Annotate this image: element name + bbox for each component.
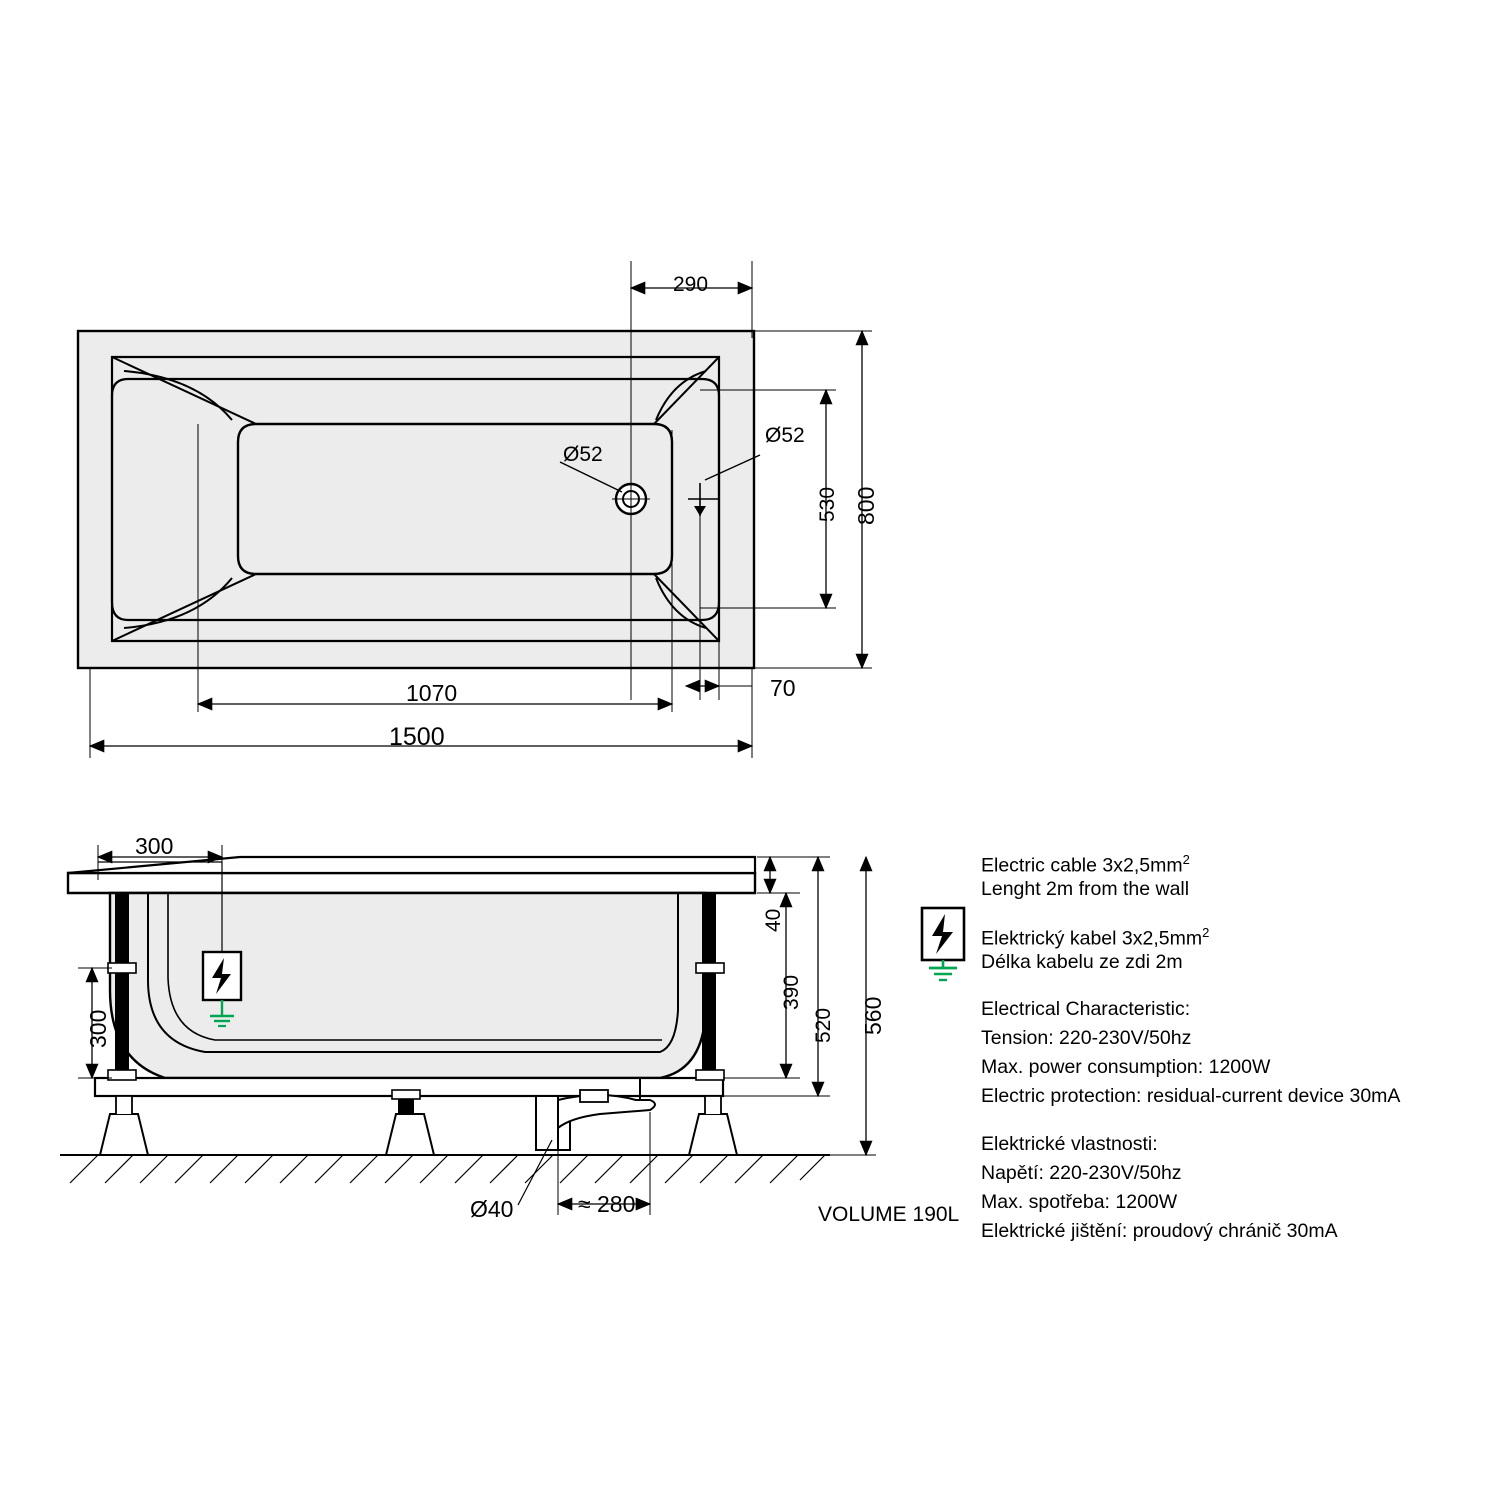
dim-520: 520 [812, 1007, 835, 1043]
dim-300-left: 300 [85, 1009, 111, 1048]
note-cable-en-1-sup: 2 [1182, 852, 1190, 867]
dim-hole-right: Ø52 [765, 424, 805, 447]
elec-cz-2: Max. spotřeba: 1200W [981, 1191, 1178, 1213]
dim-390: 390 [780, 974, 803, 1010]
side-view-bathtub [60, 845, 876, 1215]
elec-cz-3: Elektrické jištění: proudový chránič 30mA [981, 1220, 1338, 1242]
elec-en-0: Electrical Characteristic: [981, 998, 1191, 1020]
dim-70: 70 [770, 675, 796, 701]
hazard-icon-legend [922, 908, 964, 980]
note-cable-cz-2: Délka kabelu ze zdi 2m [981, 951, 1183, 973]
note-cable-cz-1 [981, 920, 1209, 952]
dim-290: 290 [673, 273, 709, 296]
dim-560: 560 [860, 996, 886, 1035]
dim-280: ≈ 280 [578, 1191, 636, 1217]
elec-en-1: Tension: 220-230V/50hz [981, 1027, 1192, 1049]
note-cable-cz-1-text: Elektrický kabel 3x2,5mm [981, 927, 1203, 950]
dim-800: 800 [853, 486, 879, 525]
elec-cz-0: Elektrické vlastnosti: [981, 1133, 1158, 1155]
volume-label: VOLUME 190L [818, 1203, 960, 1226]
dim-1070: 1070 [406, 680, 458, 706]
dim-drain-40: Ø40 [470, 1196, 514, 1222]
dim-hole-left: Ø52 [563, 443, 603, 466]
dim-40: 40 [762, 908, 785, 932]
elec-cz-1: Napětí: 220-230V/50hz [981, 1162, 1182, 1184]
note-cable-en-1-text: Electric cable 3x2,5mm [981, 854, 1183, 877]
note-cable-en-1 [981, 847, 1190, 879]
elec-en-2: Max. power consumption: 1200W [981, 1056, 1271, 1078]
dim-1500: 1500 [389, 723, 445, 751]
dim-530: 530 [816, 486, 839, 522]
note-cable-cz-1-sup: 2 [1202, 925, 1210, 940]
dim-300-top: 300 [135, 833, 174, 859]
top-view-bathtub [78, 261, 872, 758]
note-cable-en-2: Lenght 2m from the wall [981, 878, 1190, 900]
elec-en-3: Electric protection: residual-current device 30mA [981, 1085, 1401, 1107]
